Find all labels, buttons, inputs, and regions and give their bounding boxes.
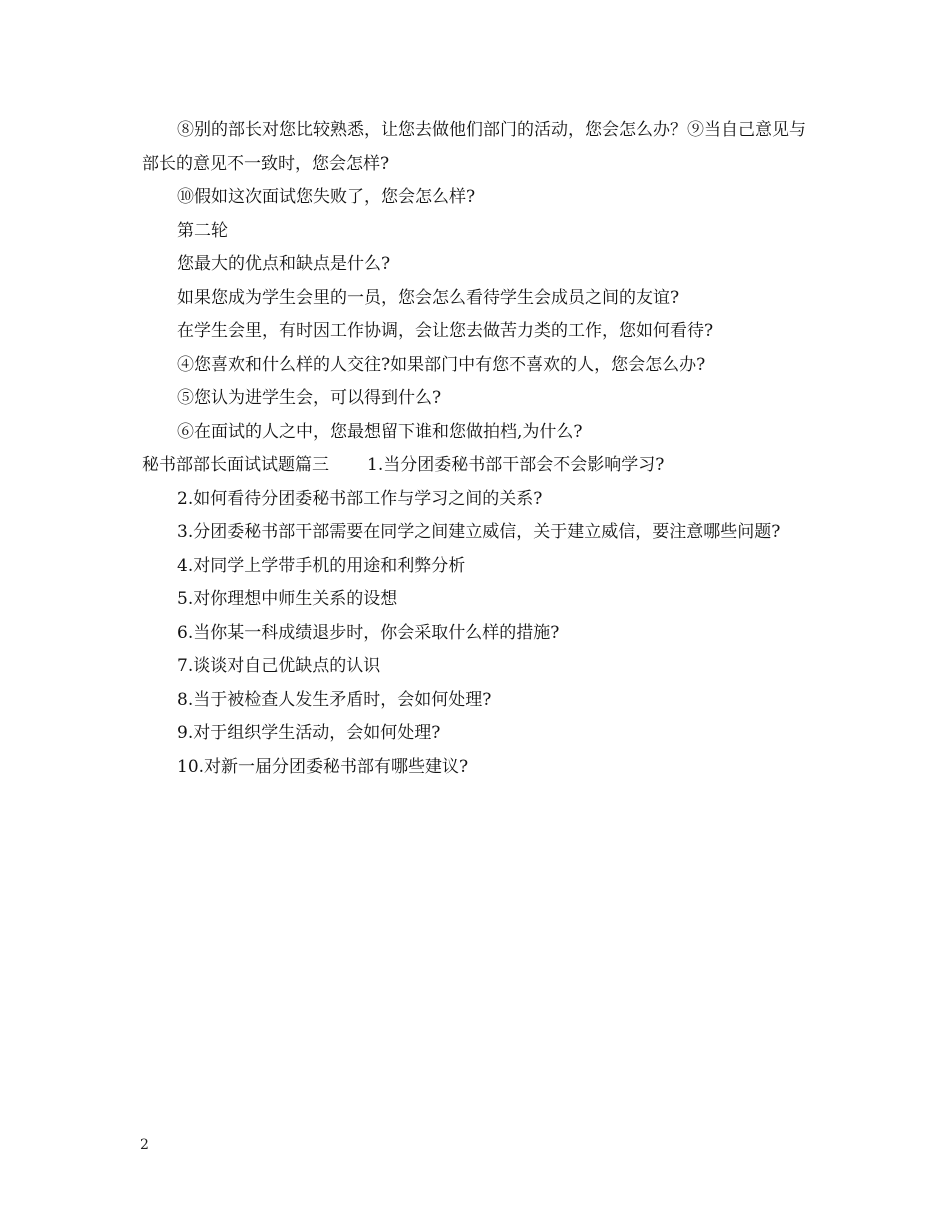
paragraph-round2-q5: ⑤您认为进学生会，可以得到什么? — [177, 388, 442, 408]
section-item-1: 1.当分团委秘书部干部会不会影响学习? — [367, 455, 665, 475]
paragraph-round2-q6: ⑥在面试的人之中，您最想留下谁和您做拍档,为什么? — [177, 421, 583, 442]
section-item-8: 8.当于被检查人发生矛盾时，会如何处理? — [177, 689, 492, 710]
page-number: 2 — [140, 1137, 149, 1153]
section-item-6: 6.当你某一科成绩退步时，你会采取什么样的措施? — [177, 622, 560, 643]
paragraph-round2-q2: 如果您成为学生会里的一员，您会怎么看待学生会成员之间的友谊? — [177, 287, 680, 308]
section-title: 秘书部部长面试试题篇三 — [142, 455, 329, 475]
section-item-9: 9.对于组织学生活动，会如何处理? — [177, 723, 441, 743]
paragraph-question-8-9: ⑧别的部长对您比较熟悉，让您去做他们部门的活动，您会怎么办？⑨当自己意见与部长的意见不一致时，您会怎样? — [142, 120, 806, 174]
section-item-3: 3.分团委秘书部干部需要在同学之间建立威信，关于建立威信，要注意哪些问题? — [177, 522, 781, 542]
paragraph-round2-q3: 在学生会里，有时因工作协调，会让您去做苦力类的工作，您如何看待? — [177, 321, 714, 341]
section-item-4: 4.对同学上学带手机的用途和利弊分析 — [177, 555, 466, 576]
section-item-2: 2.如何看待分团委秘书部工作与学习之间的关系? — [177, 488, 543, 509]
paragraph-round2-q4: ④您喜欢和什么样的人交往?如果部门中有您不喜欢的人，您会怎么办? — [177, 354, 706, 375]
section-item-5: 5.对你理想中师生关系的设想 — [177, 589, 398, 609]
paragraph-question-10: ⑩假如这次面试您失败了，您会怎么样? — [177, 187, 476, 207]
paragraph-round2-q1: 您最大的优点和缺点是什么? — [177, 254, 391, 274]
section-item-10: 10.对新一届分团委秘书部有哪些建议? — [177, 756, 469, 777]
document-body — [142, 114, 814, 784]
section-item-7: 7.谈谈对自己优缺点的认识 — [177, 656, 381, 676]
section-heading-line — [142, 449, 814, 483]
round-two-heading: 第二轮 — [177, 220, 228, 241]
